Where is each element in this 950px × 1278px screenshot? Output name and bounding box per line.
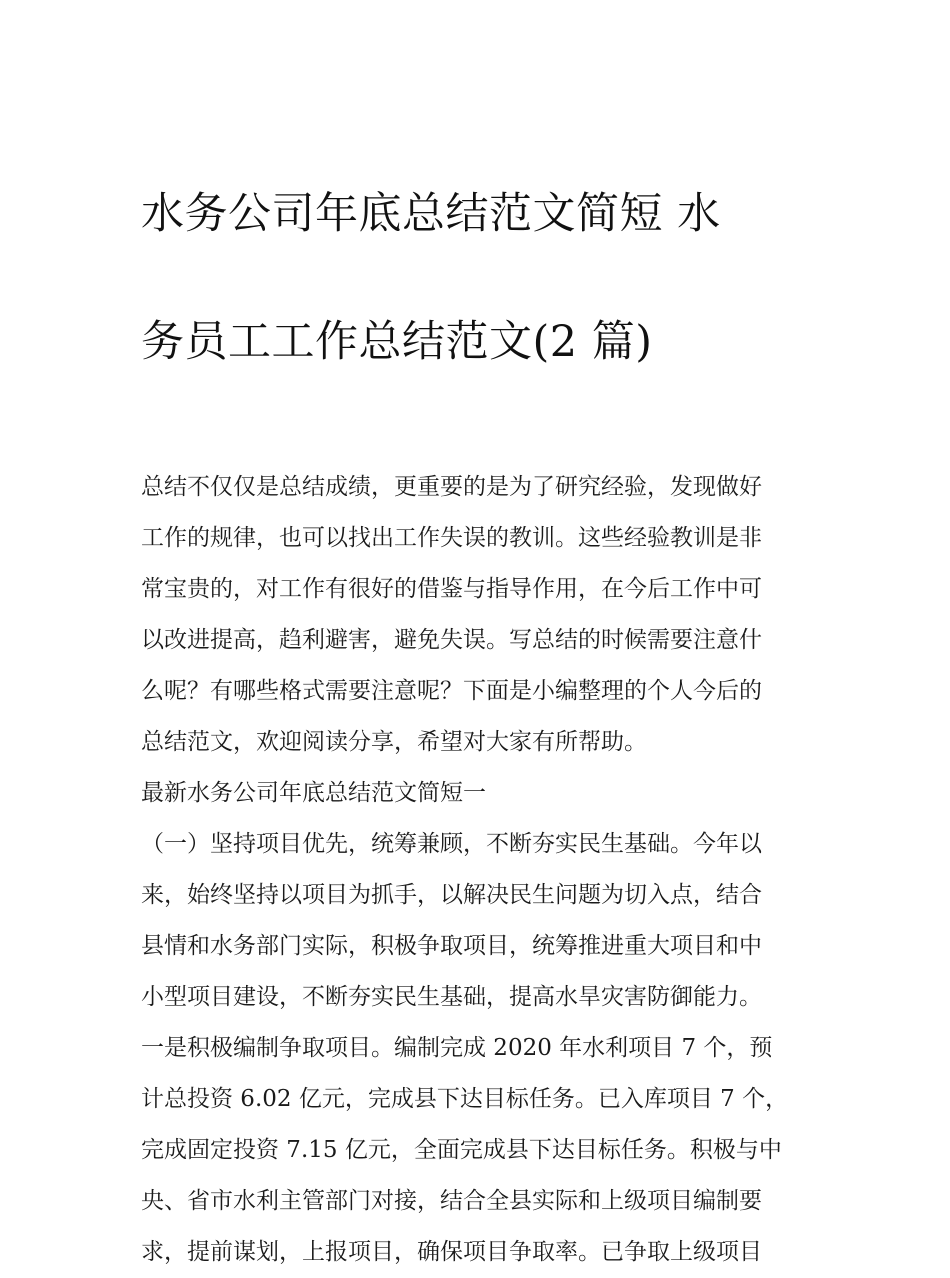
body-line: 完成固定投资 7.15 亿元，全面完成县下达目标任务。积极与中	[141, 1137, 782, 1163]
body-line: 常宝贵的，对工作有很好的借鉴与指导作用，在今后工作中可	[141, 576, 762, 602]
body-line: （一）坚持项目优先，统筹兼顾，不断夯实民生基础。今年以	[141, 831, 762, 857]
body-line: 一是积极编制争取项目。编制完成 2020 年水利项目 7 个，预	[141, 1035, 773, 1061]
body-line: 计总投资 6.02 亿元，完成县下达目标任务。已入库项目 7 个，	[141, 1086, 789, 1112]
body-line: 么呢？有哪些格式需要注意呢？下面是小编整理的个人今后的	[141, 678, 762, 704]
body-line: 来，始终坚持以项目为抓手，以解决民生问题为切入点，结合	[141, 882, 762, 908]
document-body	[141, 462, 817, 1278]
title-line: 水务公司年底总结范文简短 水	[141, 189, 721, 239]
body-line: 工作的规律，也可以找出工作失误的教训。这些经验教训是非	[141, 525, 762, 551]
title-line: 务员工工作总结范文(2 篇)	[141, 317, 653, 367]
document-title	[141, 118, 817, 438]
body-line: 县情和水务部门实际，积极争取项目，统筹推进重大项目和中	[141, 933, 762, 959]
body-line: 小型项目建设，不断夯实民生基础，提高水旱灾害防御能力。	[141, 984, 762, 1010]
document-content	[141, 118, 817, 1278]
body-line: 求，提前谋划，上报项目，确保项目争取率。已争取上级项目	[141, 1239, 762, 1265]
section-heading: 最新水务公司年底总结范文简短一	[141, 780, 486, 806]
body-line: 总结不仅仅是总结成绩，更重要的是为了研究经验，发现做好	[141, 474, 762, 500]
body-line: 总结范文，欢迎阅读分享，希望对大家有所帮助。	[141, 729, 647, 755]
body-line: 央、省市水利主管部门对接，结合全县实际和上级项目编制要	[141, 1188, 762, 1214]
body-line: 以改进提高，趋利避害，避免失误。写总结的时候需要注意什	[141, 627, 762, 653]
